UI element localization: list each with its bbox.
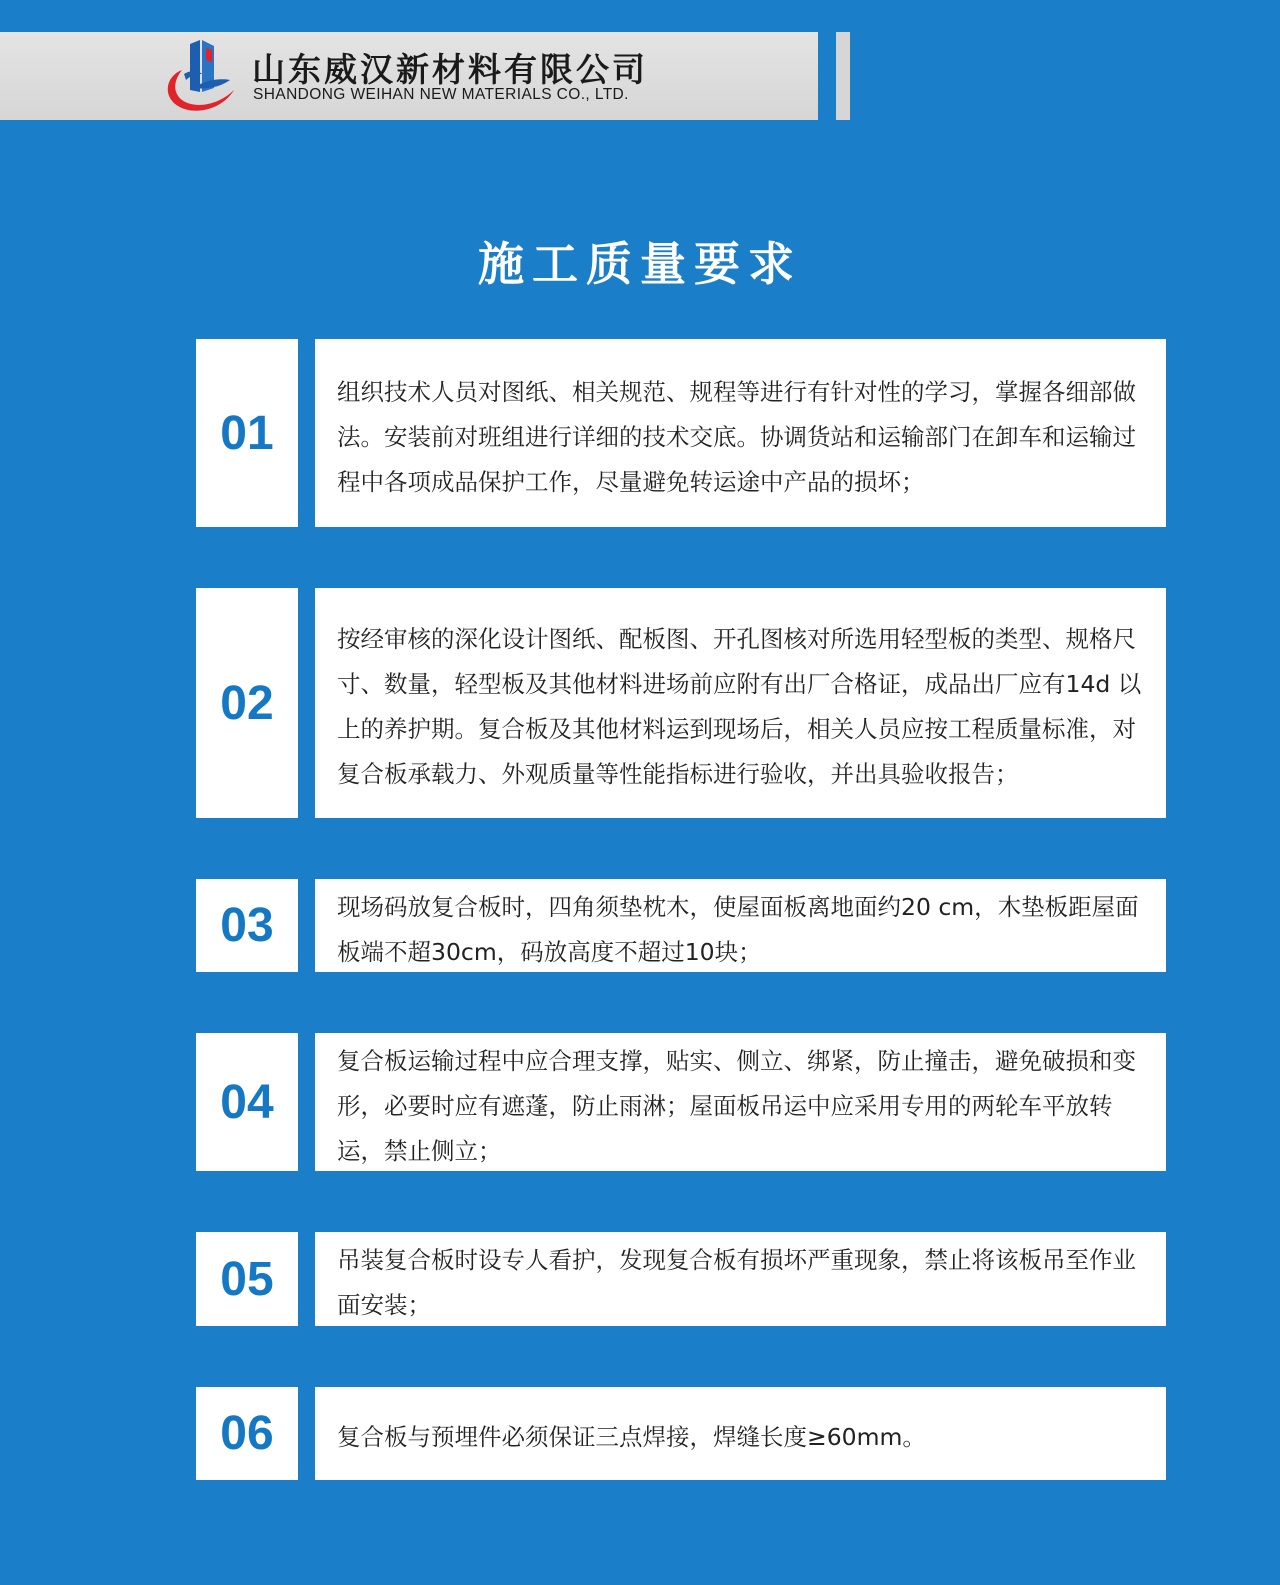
item-text: 吊装复合板时设专人看护，发现复合板有损坏严重现象，禁止将该板吊至作业面安装； (337, 1246, 1136, 1319)
item-number: 03 (220, 899, 274, 952)
item-text-box (315, 588, 1166, 818)
requirement-item-06 (196, 1387, 1166, 1480)
item-text-box (315, 1387, 1166, 1480)
requirement-item-04 (196, 1033, 1166, 1171)
item-text: 按经审核的深化设计图纸、配板图、开孔图核对所选用轻型板的类型、规格尺寸、数量，轻型板及其他材料进场前应附有出厂合格证，成品出厂应有14d 以上的养护期。复合板及其他材料运到现场后，相关人员应按工程质量标准，对复合板承载力、外观质量等性能指标进行验收，并出具验收报告； (337, 625, 1142, 788)
item-number-box (196, 1387, 298, 1480)
requirement-item-02 (196, 588, 1166, 818)
header-accent-strip (836, 32, 850, 120)
requirement-item-05 (196, 1232, 1166, 1326)
item-number-box (196, 879, 298, 972)
weihan-logo-icon (160, 40, 240, 116)
item-number-box (196, 1232, 298, 1326)
item-number-box (196, 339, 298, 527)
item-text: 组织技术人员对图纸、相关规范、规程等进行有针对性的学习，掌握各细部做法。安装前对班组进行详细的技术交底。协调货站和运输部门在卸车和运输过程中各项成品保护工作，尽量避免转运途中产品的损坏； (337, 377, 1136, 496)
item-number: 01 (220, 406, 274, 460)
requirement-item-01 (196, 339, 1166, 527)
item-text-box (315, 1033, 1166, 1171)
requirement-item-03 (196, 879, 1166, 972)
item-text: 复合板与预埋件必须保证三点焊接，焊缝长度≥60mm。 (337, 1423, 926, 1451)
item-number: 02 (220, 676, 274, 730)
item-text-box (315, 879, 1166, 972)
company-name-cn: 山东威汉新材料有限公司 (252, 50, 648, 89)
item-number-box (196, 1033, 298, 1171)
item-number-box (196, 588, 298, 818)
item-text-box (315, 1232, 1166, 1326)
item-number: 06 (220, 1407, 274, 1460)
item-number: 05 (220, 1252, 274, 1306)
page-title: 施工质量要求 (478, 237, 802, 291)
item-text: 复合板运输过程中应合理支撑，贴实、侧立、绑紧，防止撞击，避免破损和变形，必要时应有遮蓬，防止雨淋；屋面板吊运中应采用专用的两轮车平放转运，禁止侧立； (337, 1046, 1136, 1165)
company-name-en: SHANDONG WEIHAN NEW MATERIALS CO., LTD. (253, 86, 629, 103)
item-text-box (315, 339, 1166, 527)
item-number: 04 (220, 1075, 274, 1129)
item-text: 现场码放复合板时，四角须垫枕木，使屋面板离地面约20 cm，木垫板距屋面板端不超30cm，码放高度不超过10块； (337, 892, 1139, 966)
